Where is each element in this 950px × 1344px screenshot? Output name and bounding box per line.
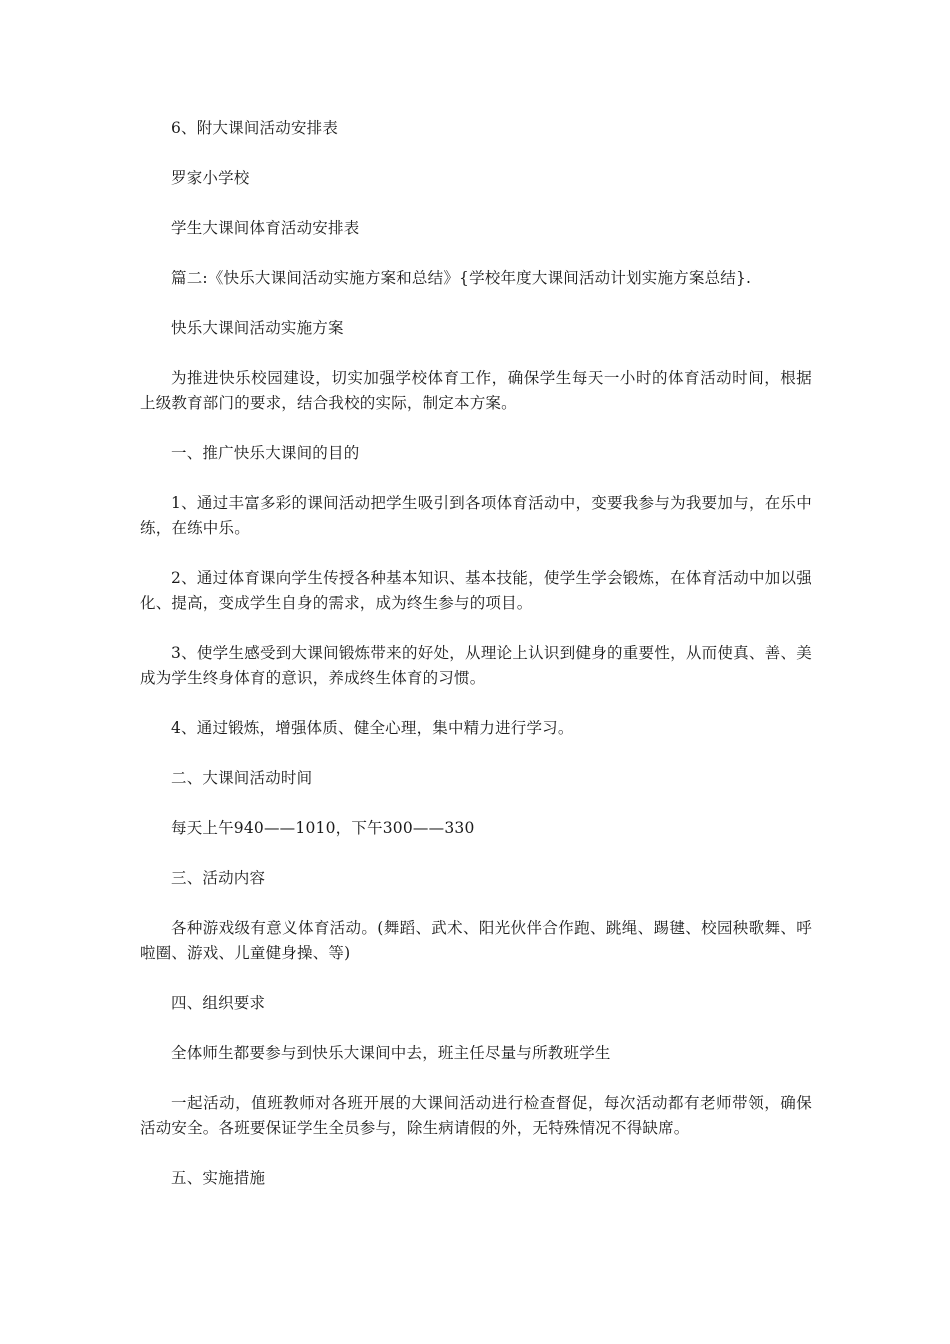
paragraph-activity-content: 各种游戏级有意义体育活动。(舞蹈、武术、阳光伙伴合作跑、跳绳、踢毽、校园秧歌舞、呼啦圈、游戏、儿童健身操、等) — [140, 919, 812, 962]
paragraph-school-name: 罗家小学校 — [171, 169, 250, 187]
section-heading-purpose: 一、推广快乐大课间的目的 — [171, 444, 360, 462]
document-body — [140, 116, 812, 1216]
paragraph-purpose-1: 1、通过丰富多彩的课间活动把学生吸引到各项体育活动中，变要我参与为我要加与，在乐中练，在练中乐。 — [140, 494, 812, 537]
paragraph-plan-title: 快乐大课间活动实施方案 — [171, 319, 344, 337]
section-heading-requirements: 四、组织要求 — [171, 994, 266, 1012]
paragraph-chapter-two-heading: 篇二:《快乐大课间活动实施方案和总结》{学校年度大课间活动计划实施方案总结}. — [171, 269, 752, 287]
paragraph-purpose-2: 2、通过体育课向学生传授各种基本知识、基本技能，使学生学会锻炼，在体育活动中加以强化、提高，变成学生自身的需求，成为终生参与的项目。 — [140, 569, 812, 612]
paragraph-time-schedule: 每天上午940——1010，下午300——330 — [171, 819, 475, 837]
section-heading-time: 二、大课间活动时间 — [171, 769, 313, 787]
section-heading-content: 三、活动内容 — [171, 869, 266, 887]
paragraph-purpose-4: 4、通过锻炼，增强体质、健全心理，集中精力进行学习。 — [171, 719, 574, 737]
paragraph-purpose-3: 3、使学生感受到大课间锻炼带来的好处，从理论上认识到健身的重要性，从而使真、善、美成为学生终身体育的意识，养成终生体育的习惯。 — [140, 644, 812, 687]
paragraph-attachment-note: 6、附大课间活动安排表 — [171, 119, 339, 137]
paragraph-schedule-title: 学生大课间体育活动安排表 — [171, 219, 360, 237]
paragraph-requirements-2: 一起活动，值班教师对各班开展的大课间活动进行检查督促，每次活动都有老师带领，确保活动安全。各班要保证学生全员参与，除生病请假的外，无特殊情况不得缺席。 — [140, 1094, 812, 1137]
section-heading-measures: 五、实施措施 — [171, 1169, 266, 1187]
paragraph-intro: 为推进快乐校园建设，切实加强学校体育工作，确保学生每天一小时的体育活动时间，根据上级教育部门的要求，结合我校的实际，制定本方案。 — [140, 369, 812, 412]
paragraph-requirements-1: 全体师生都要参与到快乐大课间中去，班主任尽量与所教班学生 — [171, 1044, 611, 1062]
